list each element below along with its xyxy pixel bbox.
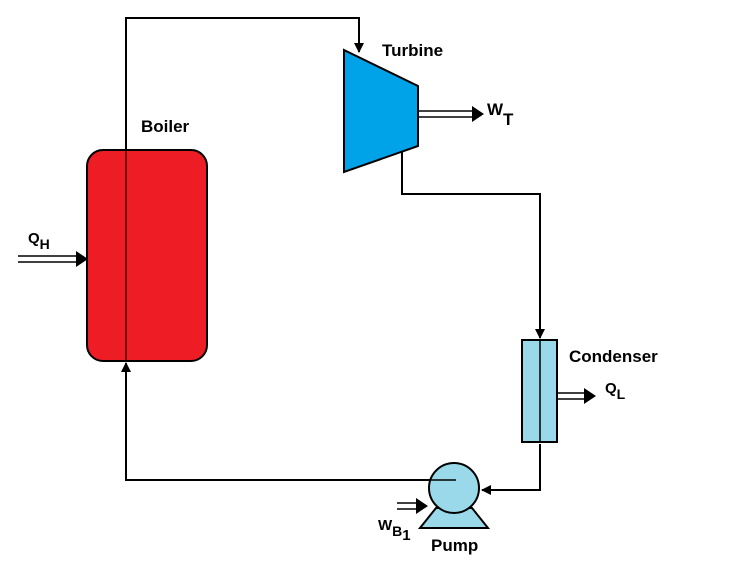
pump-work-subscript: B [392,523,403,539]
pump-work-arrow [397,498,428,514]
turbine-label: Turbine [382,41,444,60]
turbine-work-arrow [418,106,484,122]
heat-in-arrow [18,251,88,267]
condenser-label: Condenser [569,347,658,366]
heat-out-subscript: L [616,386,626,402]
pump-work-subscript-index: 1 [402,527,411,544]
pump-work-label [378,517,411,544]
boiler-vessel [87,150,207,361]
pump-work-symbol: W [378,517,393,534]
pump-casing [429,463,479,513]
pipe-condenser-to-pump [482,444,540,490]
heat-out-label [605,380,626,402]
turbine-body [344,50,418,172]
heat-in-label [28,230,50,252]
heat-in-symbol: Q [28,230,40,247]
pump-label: Pump [431,536,479,555]
pipe-turbine-to-condenser [402,148,540,338]
turbine-work-subscript: T [503,110,514,129]
pipe-pump-to-boiler [126,363,430,480]
heat-out-arrow [557,388,596,404]
heat-in-subscript: H [39,236,50,252]
heat-out-symbol: Q [605,380,617,397]
turbine-work-label [487,100,514,129]
turbine-work-symbol: W [487,100,504,119]
boiler-label: Boiler [141,117,190,136]
